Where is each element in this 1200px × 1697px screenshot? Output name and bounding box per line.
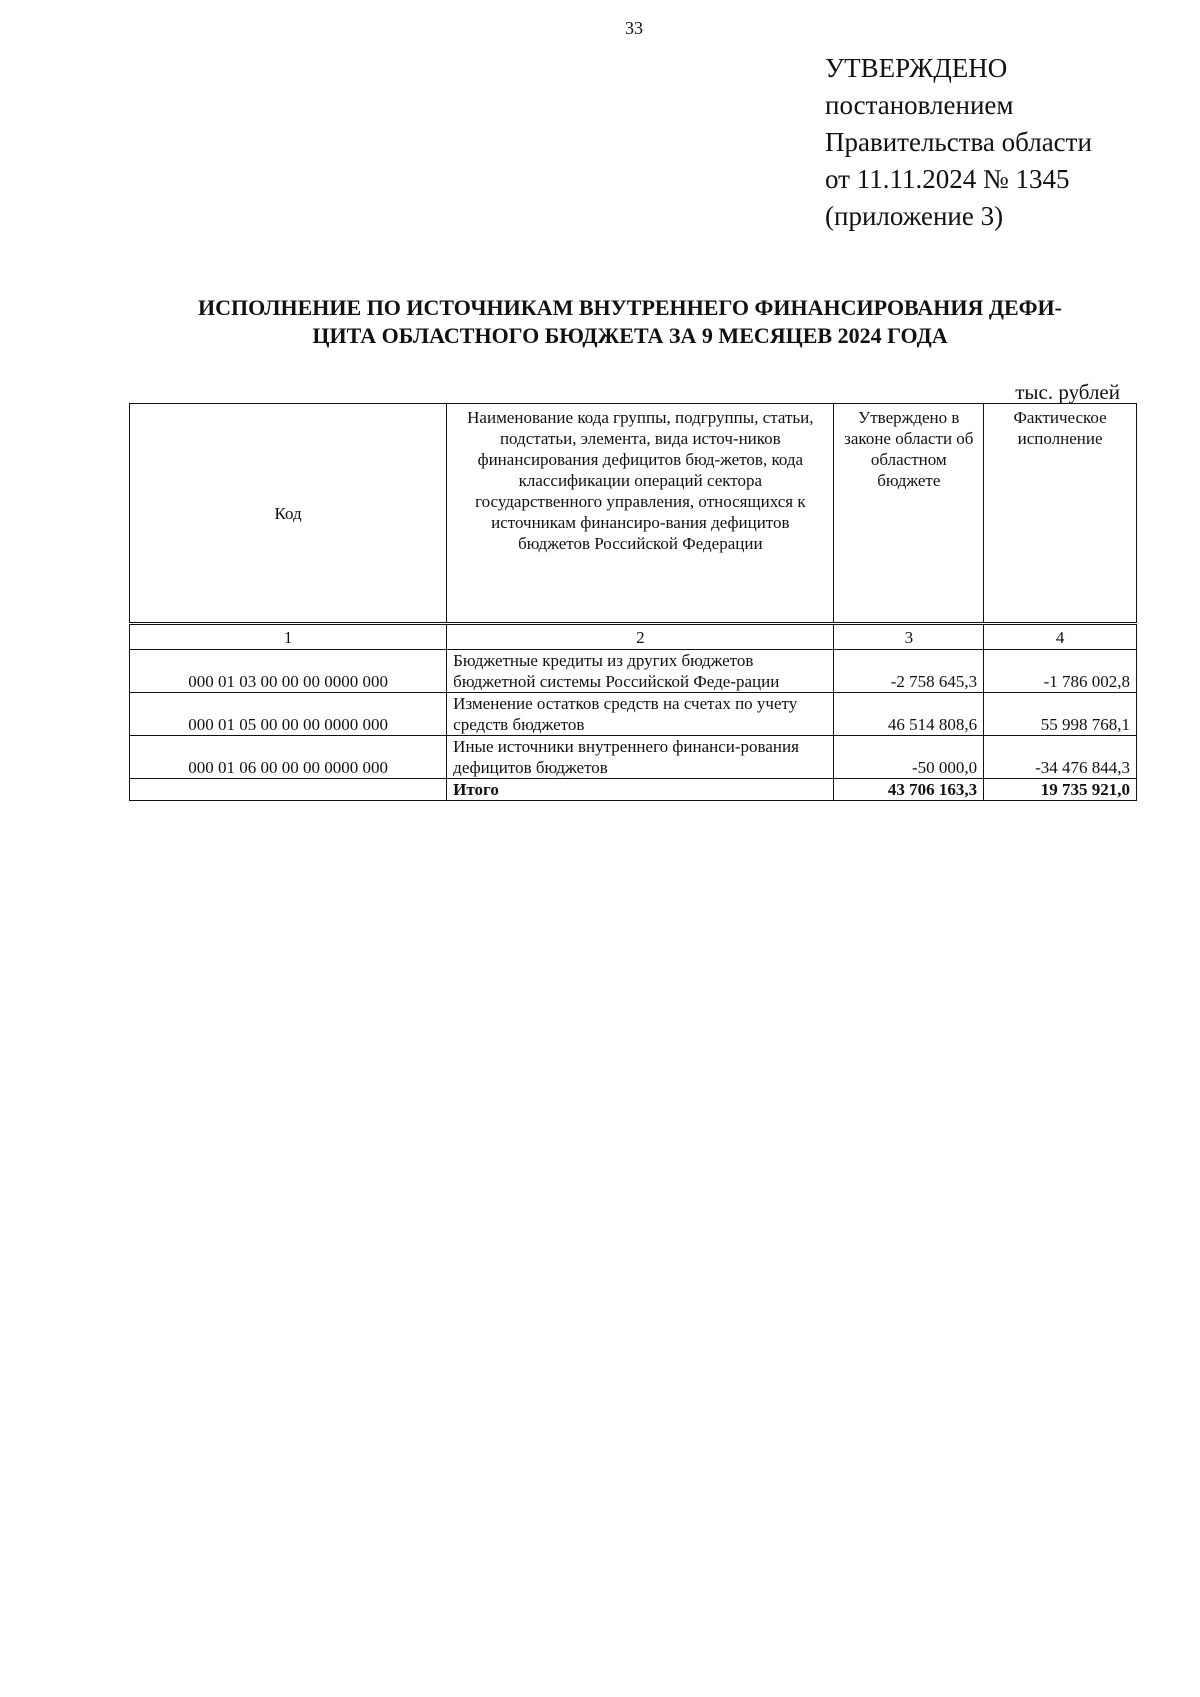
approval-stamp bbox=[825, 50, 1092, 235]
total-actual: 19 735 921,0 bbox=[984, 779, 1137, 801]
approval-line: Правительства области bbox=[825, 127, 1092, 157]
row-name: Изменение остатков средств на счетах по учету средств бюджетов bbox=[447, 693, 834, 736]
row-approved: -2 758 645,3 bbox=[834, 650, 984, 693]
budget-table bbox=[129, 403, 1137, 801]
table-row bbox=[130, 736, 1137, 779]
table-row bbox=[130, 650, 1137, 693]
row-approved: 46 514 808,6 bbox=[834, 693, 984, 736]
column-number: 4 bbox=[984, 624, 1137, 650]
units-label: тыс. рублей bbox=[1015, 380, 1120, 404]
table-row bbox=[130, 693, 1137, 736]
row-approved: -50 000,0 bbox=[834, 736, 984, 779]
row-code: 000 01 05 00 00 00 0000 000 bbox=[130, 693, 447, 736]
column-number: 1 bbox=[130, 624, 447, 650]
row-code: 000 01 06 00 00 00 0000 000 bbox=[130, 736, 447, 779]
column-number-row bbox=[130, 624, 1137, 650]
approval-line: постановлением bbox=[825, 90, 1014, 120]
column-number: 2 bbox=[447, 624, 834, 650]
row-name: Иные источники внутреннего финанси-рования дефицитов бюджетов bbox=[447, 736, 834, 779]
header-code: Код bbox=[130, 404, 447, 624]
table-header-row bbox=[130, 404, 1137, 624]
approval-line: УТВЕРЖДЕНО bbox=[825, 53, 1008, 83]
total-code-empty bbox=[130, 779, 447, 801]
title-line-1: ИСПОЛНЕНИЕ ПО ИСТОЧНИКАМ ВНУТРЕННЕГО ФИНАНСИРОВАНИЯ ДЕФИ- bbox=[197, 295, 1062, 320]
row-actual: -1 786 002,8 bbox=[984, 650, 1137, 693]
row-name: Бюджетные кредиты из других бюджетов бюджетной системы Российской Феде-рации bbox=[447, 650, 834, 693]
total-label: Итого bbox=[447, 779, 834, 801]
row-code: 000 01 03 00 00 00 0000 000 bbox=[130, 650, 447, 693]
total-row bbox=[130, 779, 1137, 801]
row-actual: -34 476 844,3 bbox=[984, 736, 1137, 779]
title-line-2: ЦИТА ОБЛАСТНОГО БЮДЖЕТА ЗА 9 МЕСЯЦЕВ 2024 ГОДА bbox=[312, 323, 948, 348]
approval-line: от 11.11.2024 № 1345 bbox=[825, 164, 1070, 194]
column-number: 3 bbox=[834, 624, 984, 650]
header-approved: Утверждено в законе области об областном бюджете bbox=[834, 404, 984, 624]
row-actual: 55 998 768,1 bbox=[984, 693, 1137, 736]
approval-line: (приложение 3) bbox=[825, 201, 1004, 231]
total-approved: 43 706 163,3 bbox=[834, 779, 984, 801]
page-number: 33 bbox=[625, 18, 643, 38]
header-actual: Фактическое исполнение bbox=[984, 404, 1137, 624]
document-title bbox=[130, 294, 1130, 350]
header-name: Наименование кода группы, подгруппы, статьи, подстатьи, элемента, вида источ-ников финансирования дефицитов бюд-жетов, кода классификации операций сектора государственного управления, относящихся к источникам финансиро-вания дефицитов бюджетов Российской Федерации bbox=[447, 404, 834, 624]
